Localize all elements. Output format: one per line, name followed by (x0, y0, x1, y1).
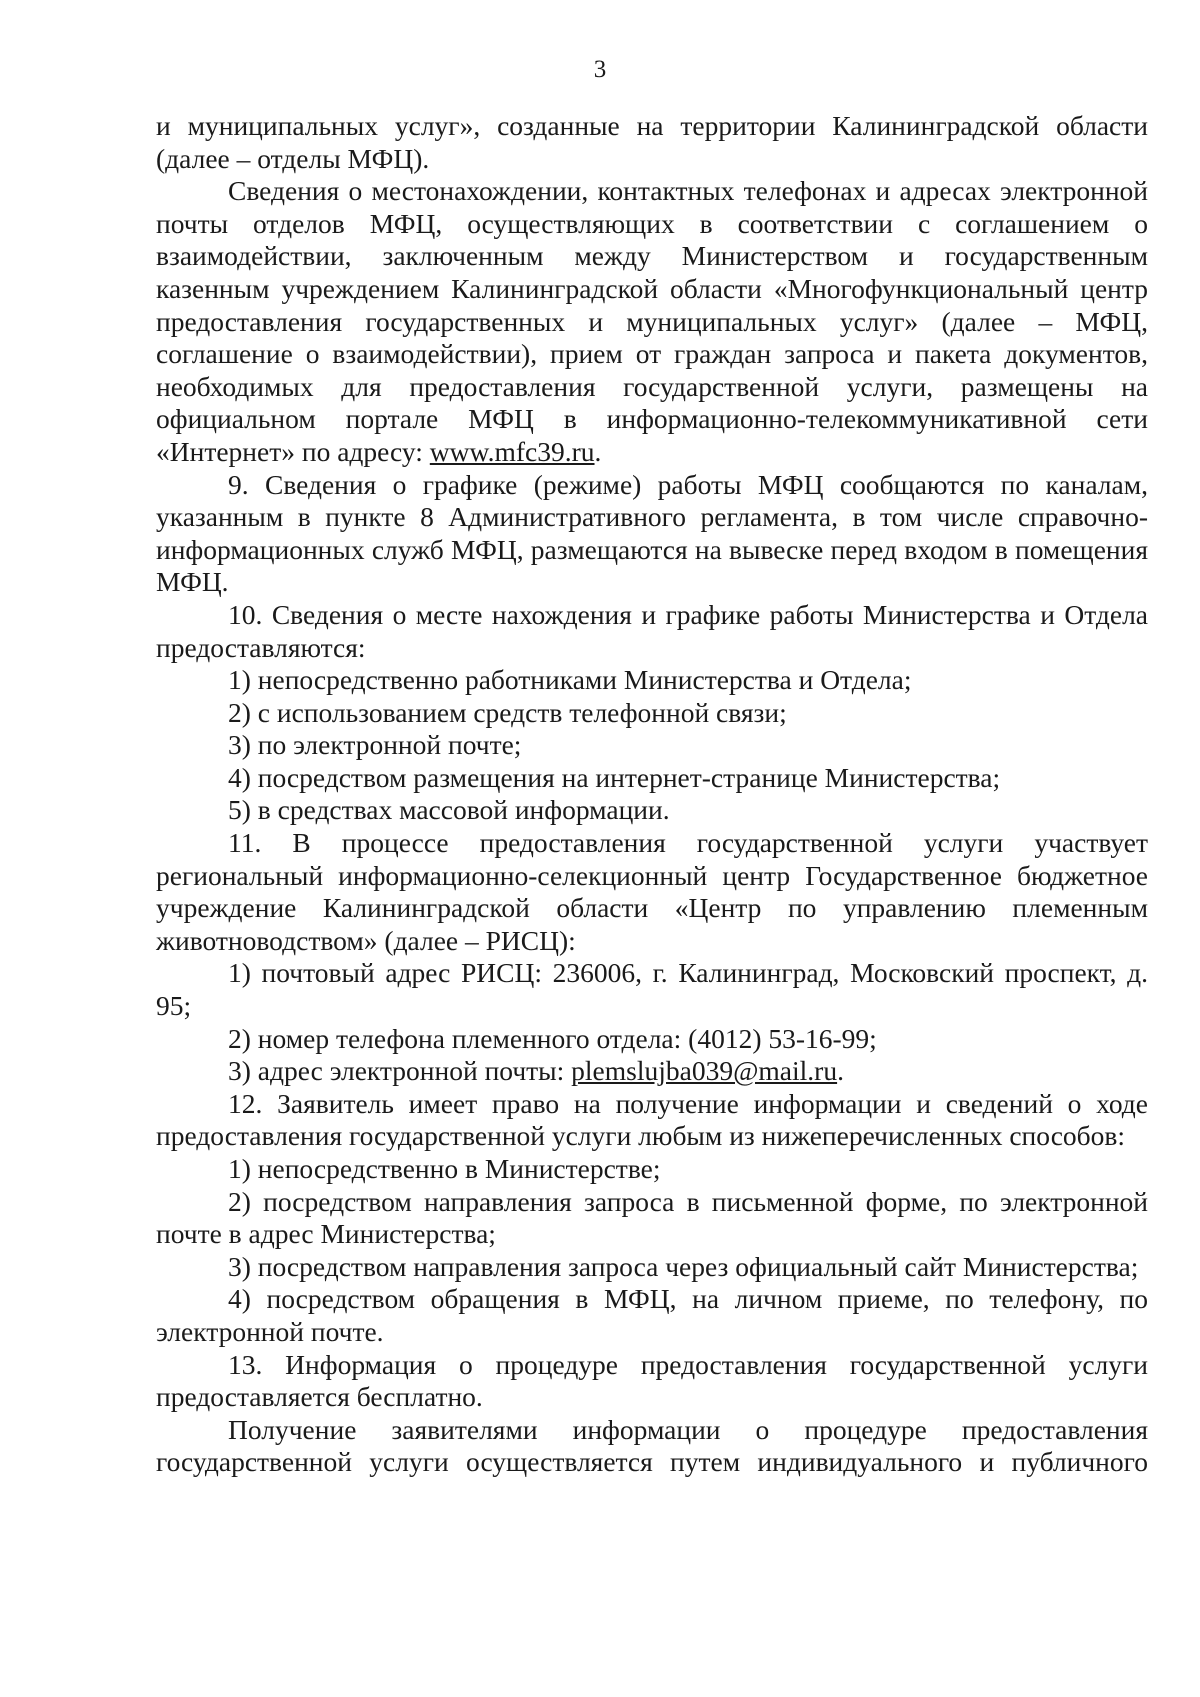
email-end: . (837, 1055, 844, 1087)
paragraph-12-item-2: 2) посредством направления запроса в письменной форме, по электронной почте в адрес Министерства; (156, 1185, 1148, 1250)
paragraph-12-item-3: 3) посредством направления запроса через официальный сайт Министерства; (228, 1250, 1139, 1282)
email-label: 3) адрес электронной почты: (228, 1055, 572, 1087)
paragraph-12-item-1: 1) непосредственно в Министерстве; (228, 1153, 661, 1184)
paragraph-mfc-info (156, 175, 1148, 468)
paragraph-11-item-2: 2) номер телефона племенного отдела: (4012) 53-16-99; (228, 1022, 877, 1054)
email-link[interactable]: plemslujba039@mail.ru (571, 1055, 838, 1087)
paragraph-10-item-3: 3) по электронной почте; (228, 729, 522, 761)
paragraph-13: 13. Информация о процедуре предоставления государственной услуги предоставляется бесплатно. (156, 1348, 1148, 1413)
paragraph-9: 9. Сведения о графике (режиме) работы МФЦ сообщаются по каналам, указанным в пункте 8 Административного регламента, в том числе справочно-информационных служб МФЦ, размещаются на вывеске перед входом в помещения МФЦ. (156, 468, 1148, 598)
document-body (156, 110, 1148, 1479)
mfc-info-end: . (594, 435, 602, 467)
paragraph-12-item-4: 4) посредством обращения в МФЦ, на личном приеме, по телефону, по электронной почте. (156, 1283, 1148, 1347)
paragraph-10: 10. Сведения о месте нахождения и графике работы Министерства и Отдела предоставляются: (156, 598, 1148, 663)
paragraph-last: Получение заявителями информации о процедуре предоставления государственной услуги осуществляется путем индивидуального и публичного (156, 1413, 1148, 1478)
paragraph-11: 11. В процессе предоставления государственной услуги участвует региональный информационно-селекционный центр Государственное бюджетное учреждение Калининградской области «Центр по управлению племенным животноводством» (далее – РИСЦ): (156, 827, 1148, 956)
page-number: 3 (593, 56, 607, 83)
paragraph-12: 12. Заявитель имеет право на получение информации и сведений о ходе предоставления государственной услуги любым из нижеперечисленных способов: (156, 1087, 1148, 1152)
paragraph-10-item-4: 4) посредством размещения на интернет-странице Министерства; (228, 761, 1001, 793)
paragraph-10-item-1: 1) непосредственно работниками Министерства и Отдела; (228, 664, 912, 696)
paragraph-10-item-5: 5) в средствах массовой информации. (228, 794, 670, 826)
paragraph-10-item-2: 2) с использованием средств телефонной связи; (228, 696, 787, 728)
paragraph-continuation: и муниципальных услуг», созданные на территории Калининградской области (далее – отделы МФЦ). (156, 110, 1148, 174)
mfc-website-link[interactable]: www.mfc39.ru (429, 435, 595, 467)
paragraph-11-item-3 (156, 1055, 1148, 1088)
paragraph-11-item-1: 1) почтовый адрес РИСЦ: 236006, г. Калининград, Московский проспект, д. 95; (156, 957, 1148, 1022)
mfc-info-text: Сведения о местонахождении, контактных телефонах и адресах электронной почты отделов МФЦ, осуществляющих в соответствии с соглашением о взаимодействии, заключенным между Министерством и государственным казенным учреждением Калининградской области «Многофункциональный центр предоставления государственных и муниципальных услуг» (далее – МФЦ, соглашение о взаимодействии), прием от граждан запроса и пакета документов, необходимых для предоставления государственной услуги, размещены на официальном портале МФЦ в информационно-телекоммуникативной сети «Интернет» по адресу: (156, 175, 1148, 467)
